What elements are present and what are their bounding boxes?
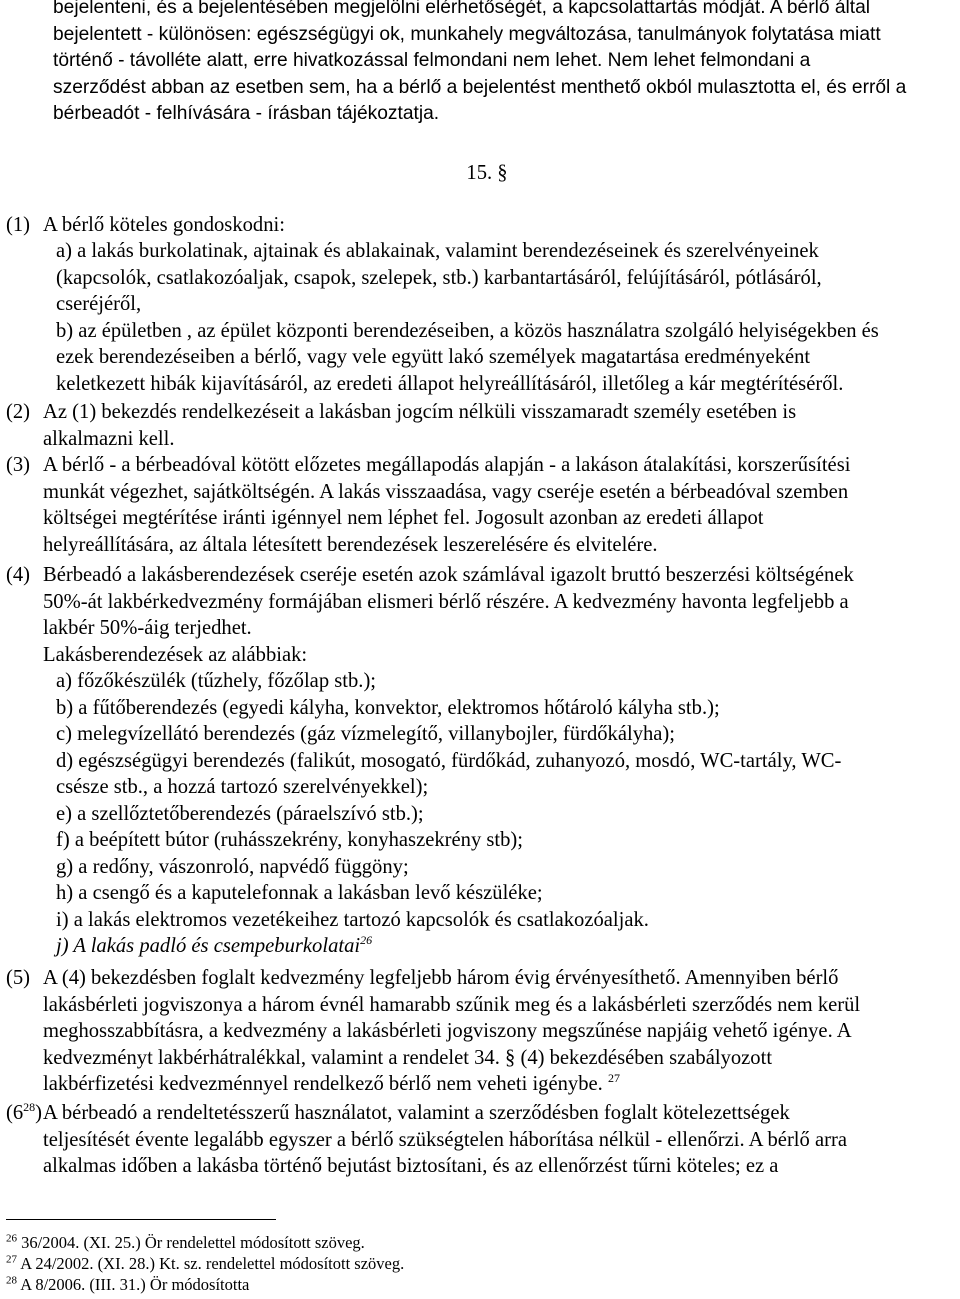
footnote-separator	[6, 1219, 276, 1220]
paragraph-line: meghosszabbításra, a kedvezmény a lakásbérleti jogviszony megszűnése napjáig vehető igénye. A	[43, 1020, 852, 1042]
list-item-j	[45, 933, 957, 960]
paragraph-line-text: lakbérfizetési kedvezménnyel rendelkező bérlő nem veheti igénybe.	[43, 1073, 603, 1095]
footnote-number: 26	[6, 1232, 17, 1245]
intro-paragraph	[53, 0, 957, 128]
paragraph-line: lakbér 50%-áig terjedhet.	[43, 617, 252, 639]
paragraph-label: (1)	[6, 214, 31, 236]
footnote-text: A 8/2006. (III. 31.) Ör módosította	[20, 1275, 250, 1294]
paragraph-line: helyreállítására, az általa létesített berendezések leszerelésére és elvitelére.	[43, 533, 658, 556]
list-item-a: a) a lakás burkolatinak, ajtainak és ablakainak, valamint berendezéseinek és szerelvényeinek	[56, 240, 819, 262]
list-item-i: i) a lakás elektromos vezetékeihez tartozó kapcsolók és csatlakozóaljak.	[56, 908, 649, 931]
list-item-b: b) a fűtőberendezés (egyedi kályha, konvektor, elektromos hőtároló kályha stb.);	[56, 696, 720, 719]
paragraph-line: A bérlő - a bérbeadóval kötött előzetes megállapodás alapján - a lakáson átalakítási, korszerűsítési	[43, 454, 851, 476]
list-item-b-cont: keletkezett hibák kijavításáról, az eredeti állapot helyreállításáról, illetőleg a kár megtérítéséről.	[56, 372, 844, 395]
list-item-a-cont: (kapcsolók, csatlakozóaljak, csapok, szelepek, stb.) karbantartásáról, felújításáról, pótlásáról,	[56, 266, 822, 289]
paragraph-1	[6, 212, 957, 239]
intro-line: bejelentett - különösen: egészségügyi ok, munkahely megváltozása, tanulmányok folytatása miatt	[53, 23, 881, 45]
footnote-ref: 26	[360, 933, 373, 948]
list-title: Lakásberendezések az alábbiak:	[43, 643, 308, 666]
list-item-g: g) a redőny, vászonroló, napvédő függöny;	[56, 855, 409, 878]
paragraph-1-items	[45, 238, 957, 397]
paragraph-line: A bérbeadó a rendeltetésszerű használatot, valamint a szerződésben foglalt kötelezettségek	[43, 1102, 790, 1124]
paragraph-line: költségei megtérítése iránti igénnyel nem léphet fel. Jogosult azonban az eredeti állapot	[43, 507, 764, 529]
paragraph-label: (4)	[6, 564, 31, 586]
paragraph-line: alkalmas időben a lakásba történő bejutást biztosítani, és az ellenőrzést tűrni köteles; ez a	[43, 1155, 779, 1177]
paragraph-line: teljesítését évente legalább egyszer a bérlő szükségtelen háborítása nélkül - ellenőrzi. A bérlő arra	[43, 1128, 847, 1151]
appliance-list	[45, 668, 957, 960]
footnote-ref: 28	[23, 1100, 36, 1115]
list-item-j-text: j) A lakás padló és csempeburkolatai	[56, 935, 361, 957]
list-item-a-cont: cseréjéről,	[56, 293, 142, 315]
section-heading: 15. §	[466, 162, 508, 184]
footnote-ref: 27	[607, 1071, 620, 1086]
paragraph-text: A bérlő köteles gondoskodni:	[43, 214, 285, 236]
paragraph-line	[43, 1071, 957, 1098]
paragraph-line: Az (1) bekezdés rendelkezéseit a lakásban jogcím nélküli visszamaradt személy esetében is	[43, 401, 797, 423]
list-item-d: d) egészségügyi berendezés (falikút, mosogató, fürdőkád, zuhanyozó, mosdó, WC-tartály, WC-	[56, 749, 842, 772]
paragraph-line: munkát végezhet, sajátköltségén. A lakás visszaadása, vagy cseréje esetén a bérbeadóval szemben	[43, 480, 849, 503]
footnote-number: 28	[6, 1274, 17, 1287]
list-item-d-cont: csésze stb., a hozzá tartozó szerelvényekkel);	[56, 776, 429, 798]
label-open: (6	[6, 1102, 24, 1124]
paragraph-label	[6, 1100, 42, 1127]
paragraph-6	[6, 1100, 957, 1180]
list-item-f: f) a beépített bútor (ruhásszekrény, konyhaszekrény stb);	[56, 829, 523, 851]
list-item-c: c) melegvízellátó berendezés (gáz vízmelegítő, villanybojler, fürdőkályha);	[56, 723, 676, 745]
label-close: )	[35, 1102, 43, 1124]
paragraph-label: (5)	[6, 967, 31, 989]
footnote-text: 36/2004. (XI. 25.) Ör rendelettel módosított szöveg.	[21, 1233, 365, 1252]
paragraph-line: A (4) bekezdésben foglalt kedvezmény legfeljebb három évig érvényesíthető. Amennyiben bérlő	[43, 967, 839, 989]
paragraph-5	[6, 965, 957, 1098]
paragraph-2	[6, 399, 957, 452]
paragraph-line: kedvezményt lakbérhátralékkal, valamint a rendelet 34. § (4) bekezdésében szabályozott	[43, 1046, 773, 1069]
intro-line: bejelenteni, és a bejelentésében megjelölni elérhetőségét, a kapcsolattartás módját. A bérlő által	[53, 0, 871, 18]
footnote-26	[6, 1232, 365, 1254]
paragraph-line: Bérbeadó a lakásberendezések cseréje esetén azok számlával igazolt bruttó beszerzési költségének	[43, 564, 854, 586]
intro-line: szerződést abban az esetben sem, ha a bérlő a bejelentést menthető okból mulasztotta el, és erről a	[53, 76, 907, 98]
footnote-text: A 24/2002. (XI. 28.) Kt. sz. rendelettel módosított szöveg.	[20, 1254, 405, 1273]
paragraph-line: lakásbérleti jogviszonya a három évnél hamarabb szűnik meg és a lakásbérleti szerződés nem kerül	[43, 993, 861, 1016]
intro-line: történő - távolléte alatt, erre hivatkozással felmondani nem lehet. Nem lehet felmondani a	[53, 50, 811, 71]
paragraph-label: (3)	[6, 454, 31, 476]
paragraph-3	[6, 452, 957, 558]
paragraph-4	[6, 562, 957, 668]
list-item-b: b) az épületben , az épület központi berendezéseiben, a közös használatra szolgáló helyiségekben és	[56, 319, 879, 342]
footnote-28	[6, 1274, 249, 1296]
list-item-b-cont: ezek berendezéseiben a bérlő, vagy vele együtt lakó személyek magatartása eredményeként	[56, 346, 811, 368]
paragraph-line: alkalmazni kell.	[43, 427, 175, 450]
list-item-h: h) a csengő és a kaputelefonnak a lakásban levő készüléke;	[56, 882, 543, 904]
footnote-27	[6, 1253, 404, 1275]
paragraph-line: 50%-át lakbérkedvezmény formájában elismeri bérlő részére. A kedvezmény havonta legfeljebb a	[43, 590, 849, 613]
list-item-e: e) a szellőztetőberendezés (páraelszívó stb.);	[56, 802, 424, 825]
paragraph-label: (2)	[6, 401, 31, 423]
list-item-a: a) főzőkészülék (tűzhely, főzőlap stb.);	[56, 670, 377, 692]
footnote-number: 27	[6, 1253, 17, 1266]
intro-line: bérbeadót - felhívására - írásban tájékoztatja.	[53, 103, 440, 124]
